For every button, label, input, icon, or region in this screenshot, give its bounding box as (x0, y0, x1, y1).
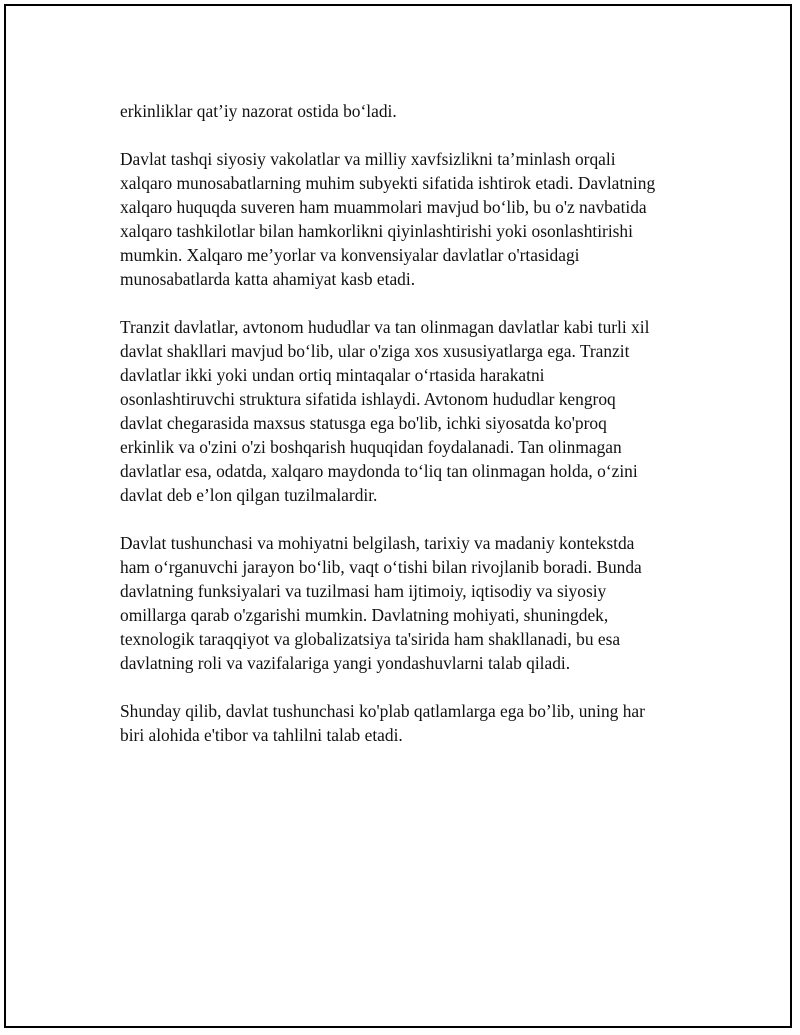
paragraph-4 (120, 531, 700, 675)
text-line: Tranzit davlatlar, avtonom hududlar va tan olinmagan davlatlar kabi turli xil (120, 317, 650, 337)
text-line: erkinlik va o'zini o'zi boshqarish huquqidan foydalanadi. Tan olinmagan (120, 437, 622, 457)
text-line: erkinliklar qat’iy nazorat ostida bo‘ladi. (120, 101, 397, 121)
text-line: davlatlar esa, odatda, xalqaro maydonda to‘liq tan olinmagan holda, o‘zini (120, 461, 638, 481)
text-line: davlat deb e’lon qilgan tuzilmalardir. (120, 485, 378, 505)
text-line: Shunday qilib, davlat tushunchasi ko'plab qatlamlarga ega bo’lib, uning har (120, 701, 645, 721)
text-line: Davlat tushunchasi va mohiyatni belgilash, tarixiy va madaniy kontekstda (120, 533, 635, 553)
text-line: davlat chegarasida maxsus statusga ega bo'lib, ichki siyosatda ko'proq (120, 413, 607, 433)
text-line: osonlashtiruvchi struktura sifatida ishlaydi. Avtonom hududlar kengroq (120, 389, 616, 409)
text-line: mumkin. Xalqaro me’yorlar va konvensiyalar davlatlar o'rtasidagi (120, 245, 580, 265)
paragraph-2 (120, 147, 700, 291)
text-line: xalqaro munosabatlarning muhim subyekti sifatida ishtirok etadi. Davlatning (120, 173, 656, 193)
text-line: xalqaro huquqda suveren ham muammolari mavjud bo‘lib, bu o'z navbatida (120, 197, 647, 217)
text-line: davlat shakllari mavjud bo‘lib, ular o'ziga xos xususiyatlarga ega. Tranzit (120, 341, 630, 361)
text-line: biri alohida e'tibor va tahlilni talab etadi. (120, 725, 403, 745)
paragraph-1 (120, 99, 700, 123)
text-line: Davlat tashqi siyosiy vakolatlar va milliy xavfsizlikni ta’minlash orqali (120, 149, 616, 169)
text-line: davlatning funksiyalari va tuzilmasi ham ijtimoiy, iqtisodiy va siyosiy (120, 581, 607, 601)
paragraph-5 (120, 699, 700, 747)
paragraph-3 (120, 315, 700, 507)
text-line: davlatlar ikki yoki undan ortiq mintaqalar o‘rtasida harakatni (120, 365, 545, 385)
text-line: xalqaro tashkilotlar bilan hamkorlikni qiyinlashtirishi yoki osonlashtirishi (120, 221, 633, 241)
page-frame (4, 4, 792, 1028)
text-line: ham o‘rganuvchi jarayon bo‘lib, vaqt o‘tishi bilan rivojlanib boradi. Bunda (120, 557, 642, 577)
document-body (120, 99, 700, 771)
text-line: omillarga qarab o'zgarishi mumkin. Davlatning mohiyati, shuningdek, (120, 605, 609, 625)
text-line: texnologik taraqqiyot va globalizatsiya ta'sirida ham shakllanadi, bu esa (120, 629, 621, 649)
text-line: davlatning roli va vazifalariga yangi yondashuvlarni talab qiladi. (120, 653, 571, 673)
text-line: munosabatlarda katta ahamiyat kasb etadi. (120, 269, 416, 289)
